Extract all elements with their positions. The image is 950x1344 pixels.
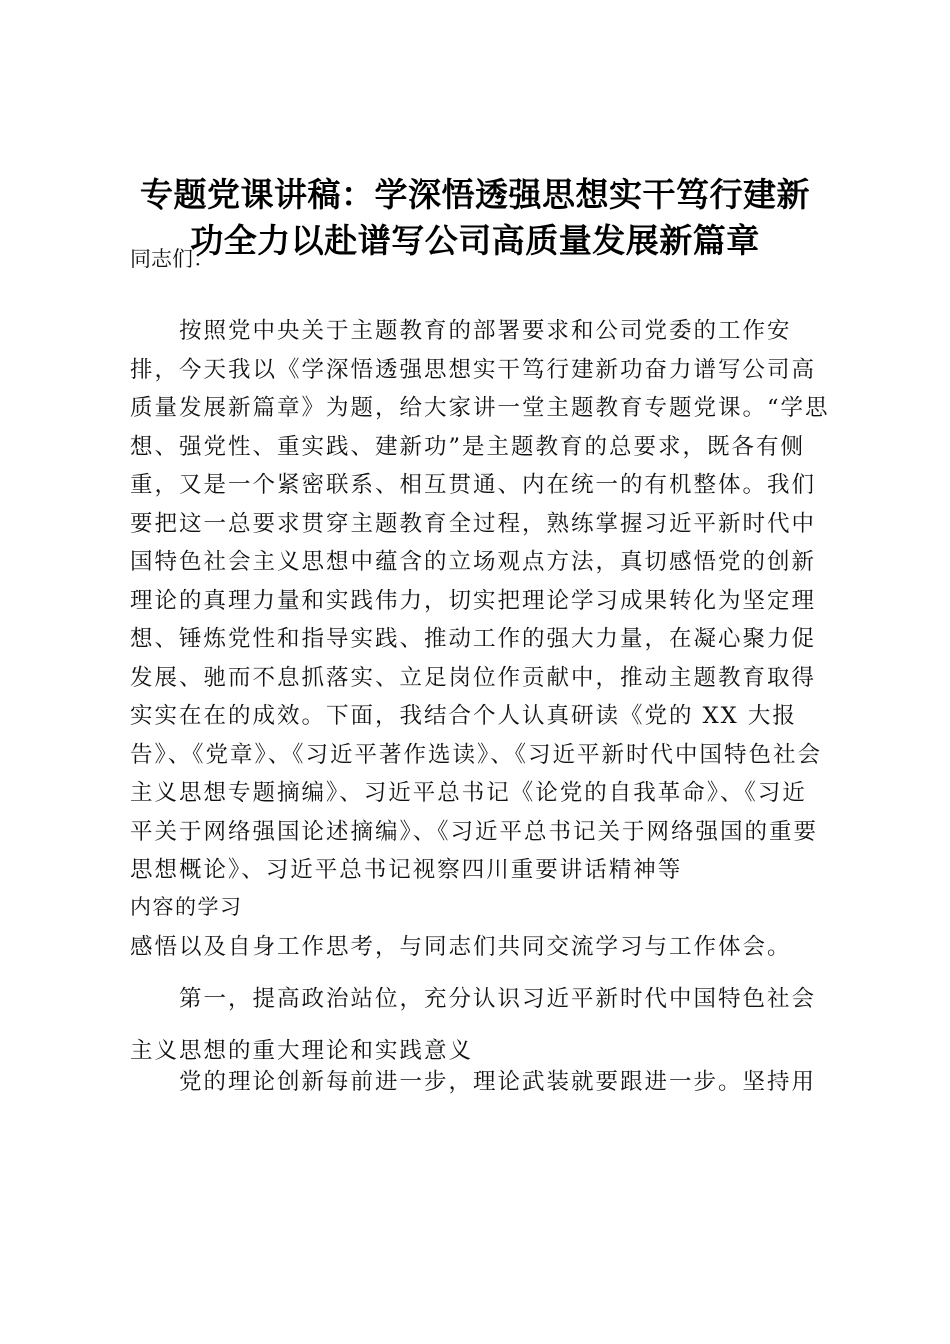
document-title [120, 172, 830, 264]
paragraph-intro [130, 312, 830, 922]
salutation: 同志们： [130, 247, 214, 271]
title-line-1: 专题党课讲稿：学深悟透强思想实干笃行建新 [140, 175, 810, 214]
title-line-2: 功全力以赴谱写公司高质量发展新篇章 [190, 221, 760, 260]
paragraph-intro-text: 按照党中央关于主题教育的部署要求和公司党委的工作安排，今天我以《学深悟透强思想实干笃行建新功奋力谱写公司高质量发展新篇章》为题，给大家讲一堂主题教育专题党课。“学思想、强党性、重实践、建新功”是主题教育的总要求，既各有侧重，又是一个紧密联系、相互贯通、内在统一的有机整体。我们要把这一总要求贯穿主题教育全过程，熟练掌握习近平新时代中国特色社会主义思想中蕴含的立场观点方法，真切感悟党的创新理论的真理力量和实践伟力，切实把理论学习成果转化为坚定理想、锤炼党性和指导实践、推动工作的强大力量，在凝心聚力促发展、驰而不息抓落实、立足岗位作贡献中，推动主题教育取得实实在在的成效。下面，我结合个人认真研读《党的 XX 大报 告》、《党章》、《习近平著作选读》、《习近平新时代中国特色社会 主义思想专题摘编》、习近平总书记《论党的自我革命》、《习近 平关于网络强国论述摘编》、《习近平总书记关于网络强国的重要 思想概论》、习近平总书记视察四川重要讲话精神等 [130, 318, 830, 883]
paragraph-intro-continued: 感悟以及自身工作思考，与同志们共同交流学习与工作体会。 [130, 934, 792, 960]
paragraph-intro-tail: 内容的学习 [130, 894, 243, 919]
section-heading-first: 第一，提高政治站位，充分认识习近平新时代中国特色社会主义思想的重大理论和实践意义 [130, 986, 817, 1064]
paragraph-body: 党的理论创新每前进一步，理论武装就要跟进一步。坚持用 [179, 1069, 817, 1095]
